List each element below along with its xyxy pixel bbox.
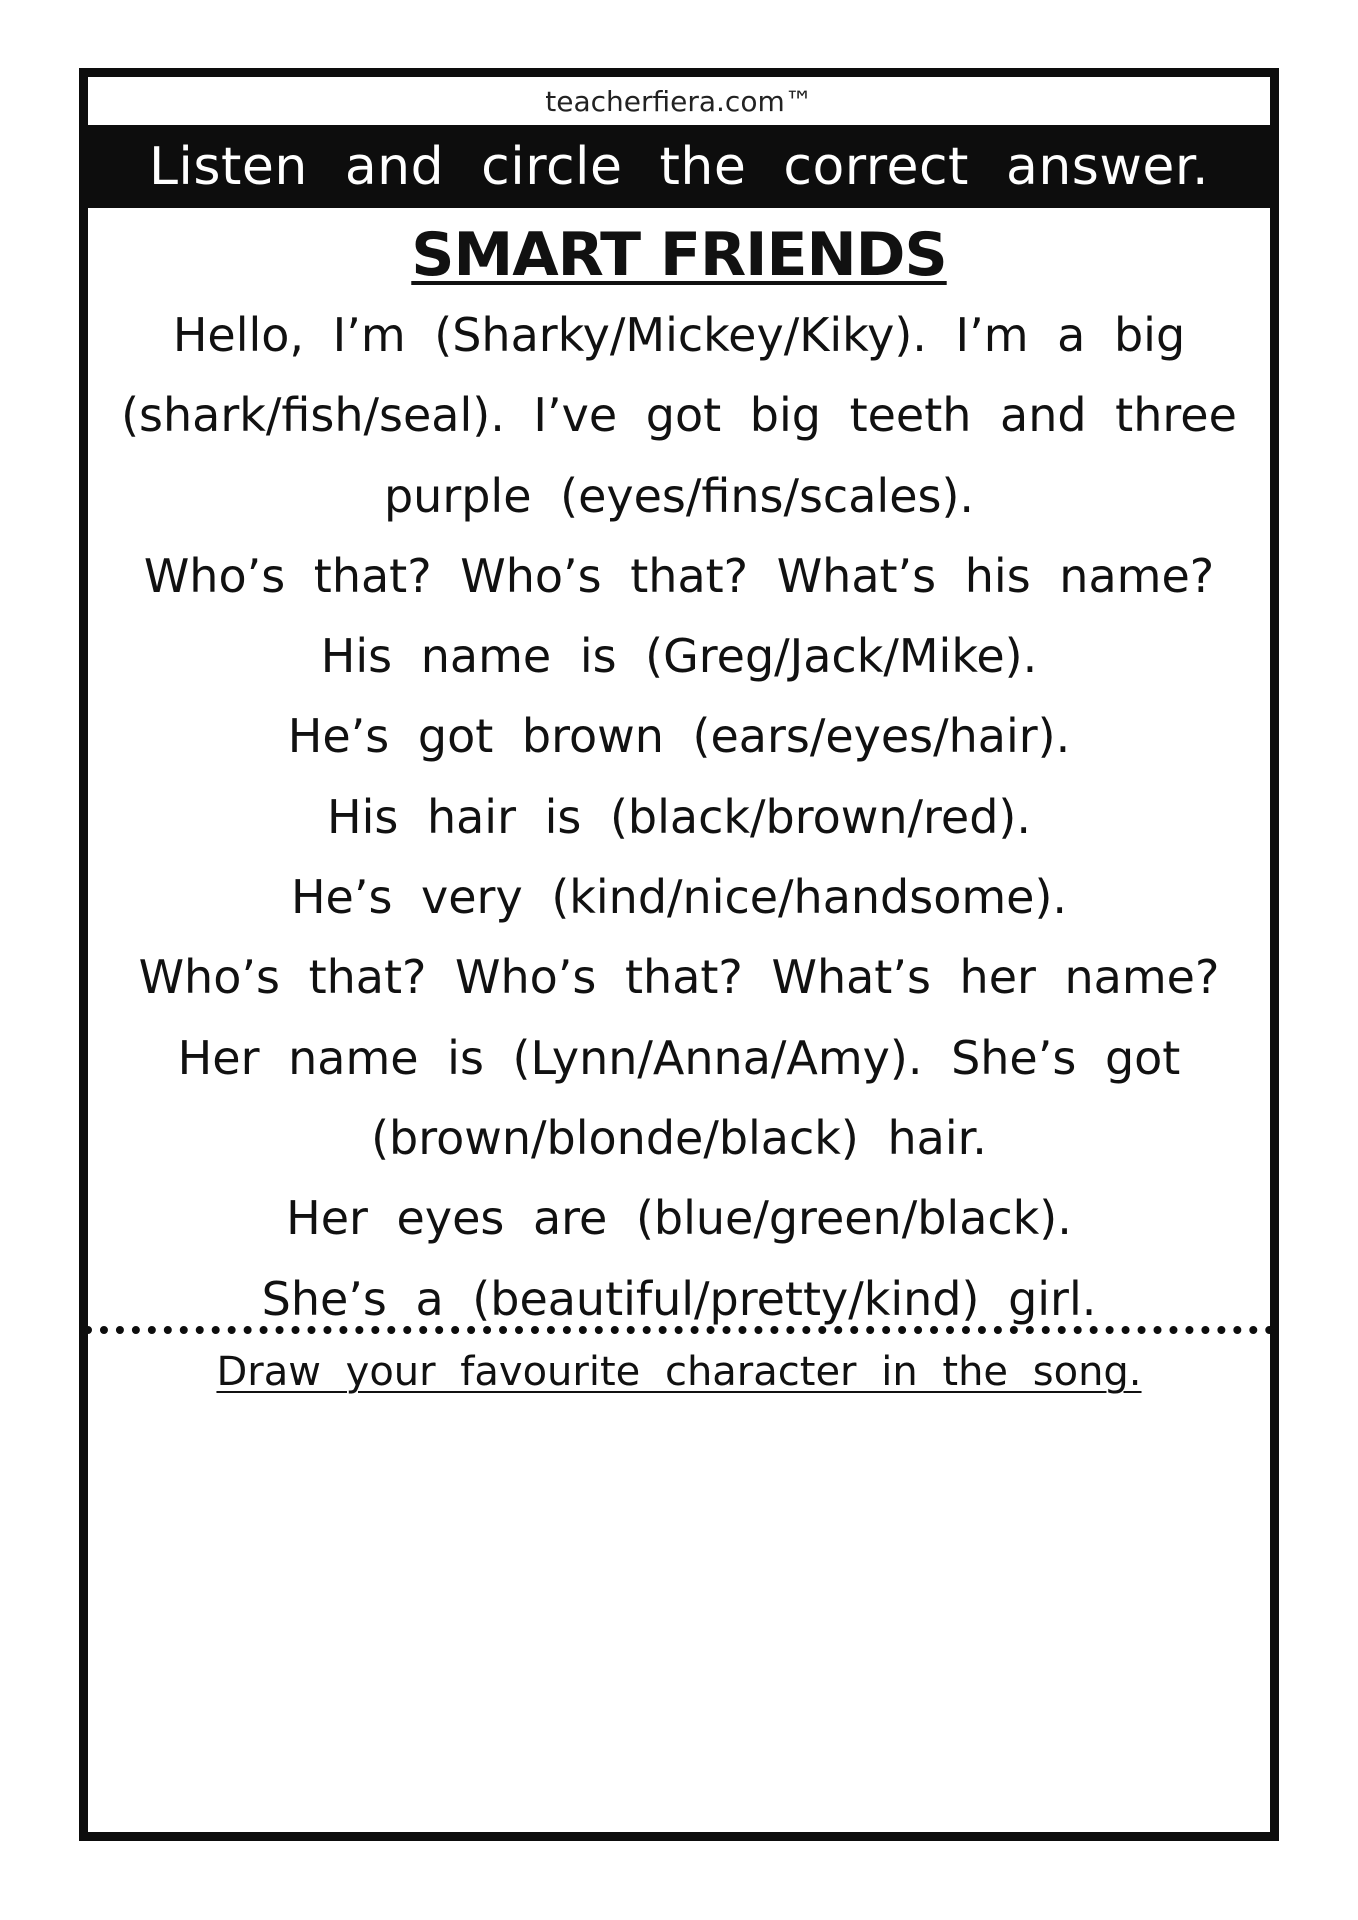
lyric-line[interactable]: Her name is (Lynn/Anna/Amy). She’s got [177, 1030, 1181, 1085]
song-lyrics [108, 295, 1250, 1339]
site-watermark: teacherfiera.com™ [88, 77, 1270, 127]
lyric-line: Who’s that? Who’s that? What’s his name? [143, 548, 1215, 603]
drawing-area[interactable] [88, 1407, 1270, 1832]
lyric-line[interactable]: Hello, I’m (Sharky/Mickey/Kiky). I’m a big [172, 308, 1186, 362]
drawing-instruction [88, 1345, 1270, 1399]
drawing-instruction-text: Draw your favourite character in the song. [216, 1349, 1142, 1395]
lyric-line[interactable]: He’s very (kind/nice/handsome). [290, 870, 1068, 925]
lyric-line[interactable]: She’s a (beautiful/pretty/kind) girl. [261, 1271, 1097, 1326]
lyric-line[interactable]: (brown/blonde/black) hair. [371, 1110, 987, 1165]
lyric-line[interactable]: He’s got brown (ears/eyes/hair). [287, 709, 1071, 764]
lyric-line[interactable]: (shark/fish/seal). I’ve got big teeth and three [121, 388, 1237, 443]
worksheet-frame [79, 68, 1279, 1841]
dotted-divider [84, 1326, 1274, 1334]
lyric-line[interactable]: Her eyes are (blue/green/black). [286, 1191, 1072, 1246]
lyric-line[interactable]: His hair is (black/brown/red). [326, 789, 1031, 844]
lyric-line[interactable]: purple (eyes/fins/scales). [383, 468, 975, 523]
song-title-text: SMART FRIENDS [411, 220, 947, 290]
instruction-banner: Listen and circle the correct answer. [88, 127, 1270, 208]
lyric-line: Who’s that? Who’s that? What’s her name? [138, 950, 1220, 1005]
lyric-line[interactable]: His name is (Greg/Jack/Mike). [320, 629, 1038, 684]
song-title [88, 217, 1270, 293]
